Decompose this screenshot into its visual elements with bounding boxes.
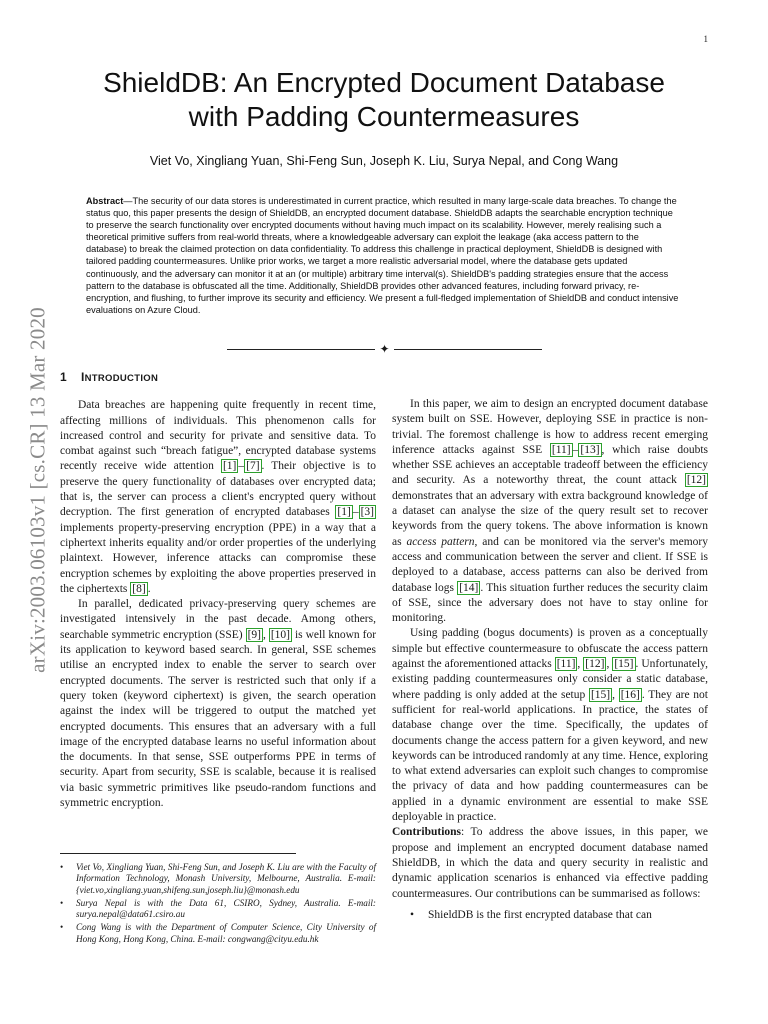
abstract-label: Abstract bbox=[86, 196, 124, 206]
text-run: . They are not sufficient for real-world applications. In practice, the states of database change over the time. Specifically, the updates of documents change the access pattern for a given keyword, and new keywords can be introduced randomly at any time. Hence, exploring to what extend adversaries can exploit such changes to compromise the privacy of data and how padding countermeasures can be applied in a dynamic environment are essential to make SSE deployable in practice. bbox=[392, 688, 709, 824]
text-run: , bbox=[612, 688, 619, 701]
separator-rule-right bbox=[394, 349, 542, 350]
text-run: . Their objective is to preserve the query functionality of databases over encrypted data; that is, the server can process a client's encrypted query without decryption. The first generation of encrypted databases bbox=[60, 460, 376, 519]
contribution-item: • ShieldDB is the first encrypted database that can bbox=[392, 908, 708, 923]
section-title-initial: I bbox=[80, 370, 85, 384]
left-column bbox=[60, 370, 376, 811]
section-title-rest: NTRODUCTION bbox=[84, 373, 159, 384]
text-run: – bbox=[352, 506, 359, 519]
footnote-rule bbox=[60, 853, 296, 854]
text-run: , bbox=[606, 658, 613, 671]
citation-link[interactable]: [15] bbox=[590, 688, 611, 701]
title-line-2: with Padding Countermeasures bbox=[188, 101, 580, 132]
text-run: . Unfortunately, existing padding countermeasures only consider a static database, where padding is only added at the setup bbox=[392, 658, 709, 701]
section-number: 1 bbox=[60, 370, 67, 384]
separator-rule-left bbox=[227, 349, 375, 350]
text-run: , and can be monitored via the server's memory access and communication between the server and client. If SSE is deployed to a database, access patterns can also be derived from database logs bbox=[392, 535, 708, 594]
paper-title bbox=[0, 66, 768, 134]
right-column bbox=[392, 397, 708, 923]
contributions-list bbox=[392, 908, 708, 923]
text-run: – bbox=[238, 460, 245, 473]
text-run: In this paper, we aim to design an encrypted document database system built on SSE. However, deploying SSE in practice is non-trivial. The foremost challenge is how to address recent emerging inference attacks against SSE bbox=[392, 398, 708, 456]
arxiv-side-stamp bbox=[20, 250, 56, 730]
text-run: implements property-preserving encryption (PPE) in a way that a ciphertext inherits equality and/or order properties of the underlying plaintext. However, inference attacks can compromise these encryption schemes by exploiting the above properties preserved in the ciphertexts bbox=[60, 521, 376, 595]
arxiv-identifier: arXiv:2003.06103v1 [cs.CR] 13 Mar 2020 bbox=[25, 307, 50, 673]
text-run: Using padding (bogus documents) is proven as a conceptually simple but effective countermeasure to obfuscate the access pattern against the aforementioned attacks bbox=[392, 627, 708, 671]
title-line-1: ShieldDB: An Encrypted Document Database bbox=[103, 67, 665, 98]
citation-link[interactable]: [12] bbox=[686, 474, 706, 487]
text-run: . bbox=[147, 582, 151, 595]
citation-link[interactable]: [1] bbox=[337, 506, 351, 519]
intro-paragraph-1 bbox=[60, 398, 376, 597]
page-number: 1 bbox=[703, 34, 708, 44]
citation-link[interactable]: [7] bbox=[246, 460, 260, 473]
contributions-text: : To address the above issues, in this paper, we propose and implement an encrypted document database named ShieldDB, in which the data and query security in realistic and dynamic application scenarios is enhanced via effective padding countermeasures. Our contributions can be summarised as follows: bbox=[392, 826, 708, 900]
citation-link[interactable]: [1] bbox=[222, 460, 237, 473]
abstract-text: —The security of our data stores is underestimated in current practice, which resulted in many large-scale data breaches. To change the status quo, this paper presents the design of ShieldDB, an encrypted document database. ShieldDB adapts the searchable encryption technique to preserve the search functionality over encrypted documents without having much impact on its scalability. However, merely realising such a theoretical primitive suffers from real-world threats, where a knowledgeable adversary can exploit the leakage (aka access pattern to the database) to break the claimed protection on data confidentiality. To address this challenge in practical deployment, ShieldDB is designed with tailored padding countermeasures. Unlike prior works, we target a more realistic adversarial model, where the database gets updated continuously, and the adversary can monitor it at an (or multiple) arbitrary time interval(s). ShieldDB's padding strategies ensure that the access pattern to the database is obfuscated all the time. Additionally, ShieldDB provides other advanced features, including forward privacy, re-encryption, and flushing, to further improve its security and efficiency. We present a full-fledged implementation of ShieldDB and conduct intensive evaluations on Azure Cloud. bbox=[86, 196, 679, 315]
text-run: – bbox=[572, 443, 579, 456]
abstract bbox=[86, 195, 682, 316]
contributions-label: Contributions bbox=[392, 826, 462, 839]
footnote-item: • Surya Nepal is with the Data 61, CSIRO, Sydney, Australia. E-mail: surya.nepal@data61.csiro.au bbox=[60, 898, 376, 921]
citation-link[interactable]: [13] bbox=[580, 443, 600, 456]
text-run: , bbox=[262, 628, 269, 641]
text-run: . This situation further reduces the security claim of SSE, since the adversary does not have to stay online for monitoring. bbox=[392, 581, 709, 625]
separator-ornament-icon: ✦ bbox=[379, 342, 390, 356]
intro-paragraph-4 bbox=[392, 626, 708, 825]
text-run: Data breaches are happening quite frequently in recent time, affecting millions of individuals. This phenomenon calls for increased control and security for private and sensitive data. To combat against such “breach fatigue”, encrypted database systems recently receive wide attention bbox=[60, 399, 376, 473]
citation-link[interactable]: [8] bbox=[132, 582, 146, 595]
text-run: demonstrates that an adversary with extra background knowledge of a dataset can analyse the size of the query result set to recover keywords from the query tokens. The above information is known as bbox=[392, 489, 708, 548]
footnote-item: • Viet Vo, Xingliang Yuan, Shi-Feng Sun, and Joseph K. Liu are with the Faculty of Information Technology, Monash University, Melbourne, Australia. E-mail: {viet.vo,xingliang.yuan,shifeng.sun,joseph.liu}@monash.edu bbox=[60, 862, 376, 896]
section-separator bbox=[227, 342, 542, 356]
citation-link[interactable]: [12] bbox=[585, 658, 605, 671]
citation-link[interactable]: [10] bbox=[270, 628, 290, 641]
contributions-paragraph bbox=[392, 825, 708, 901]
author-list: Viet Vo, Xingliang Yuan, Shi-Feng Sun, Joseph K. Liu, Surya Nepal, and Cong Wang bbox=[149, 154, 619, 168]
citation-link[interactable]: [14] bbox=[459, 581, 479, 594]
citation-link[interactable]: [9] bbox=[247, 628, 261, 641]
citation-link[interactable]: [11] bbox=[556, 658, 576, 671]
text-run: , bbox=[577, 658, 584, 671]
citation-link[interactable]: [3] bbox=[360, 506, 374, 519]
citation-link[interactable]: [15] bbox=[614, 658, 634, 671]
intro-paragraph-3 bbox=[392, 397, 708, 626]
footnote-item: • Cong Wang is with the Department of Computer Science, City University of Hong Kong, Hong Kong, China. E-mail: congwang@cityu.edu.hk bbox=[60, 922, 376, 945]
emphasis-term: access pattern bbox=[406, 535, 475, 548]
author-affiliation-footnotes bbox=[60, 862, 376, 947]
text-run: In parallel, dedicated privacy-preserving query schemes are investigated intensively in the past decade. Among others, searchable symmetric encryption (SSE) bbox=[60, 598, 376, 641]
text-run: , which raise doubts whether SSE achieves an acceptable tradeoff between the efficiency and security. As a noteworthy threat, the count attack bbox=[392, 443, 709, 487]
text-run: is well known for its application to keyword based search. In general, SSE schemes utilise an encrypted index to enable the server to search over encrypted documents. The server is restricted such that only if a query token (keyword ciphertext) is given, the search operation against the index will be triggered to output the matched yet encrypted documents. This ensures that an adversary with a full image of the encrypted database learns no useful information about the documents. In that sense, SSE outperforms PPE in terms of security. Apart from security, SSE is scalable, because it is realised via basic symmetric primitives like pseudo-random functions and symmetric encryption. bbox=[60, 628, 377, 810]
section-heading-introduction bbox=[60, 370, 376, 386]
citation-link[interactable]: [11] bbox=[551, 443, 571, 456]
intro-paragraph-2 bbox=[60, 597, 376, 811]
citation-link[interactable]: [16] bbox=[620, 688, 640, 701]
